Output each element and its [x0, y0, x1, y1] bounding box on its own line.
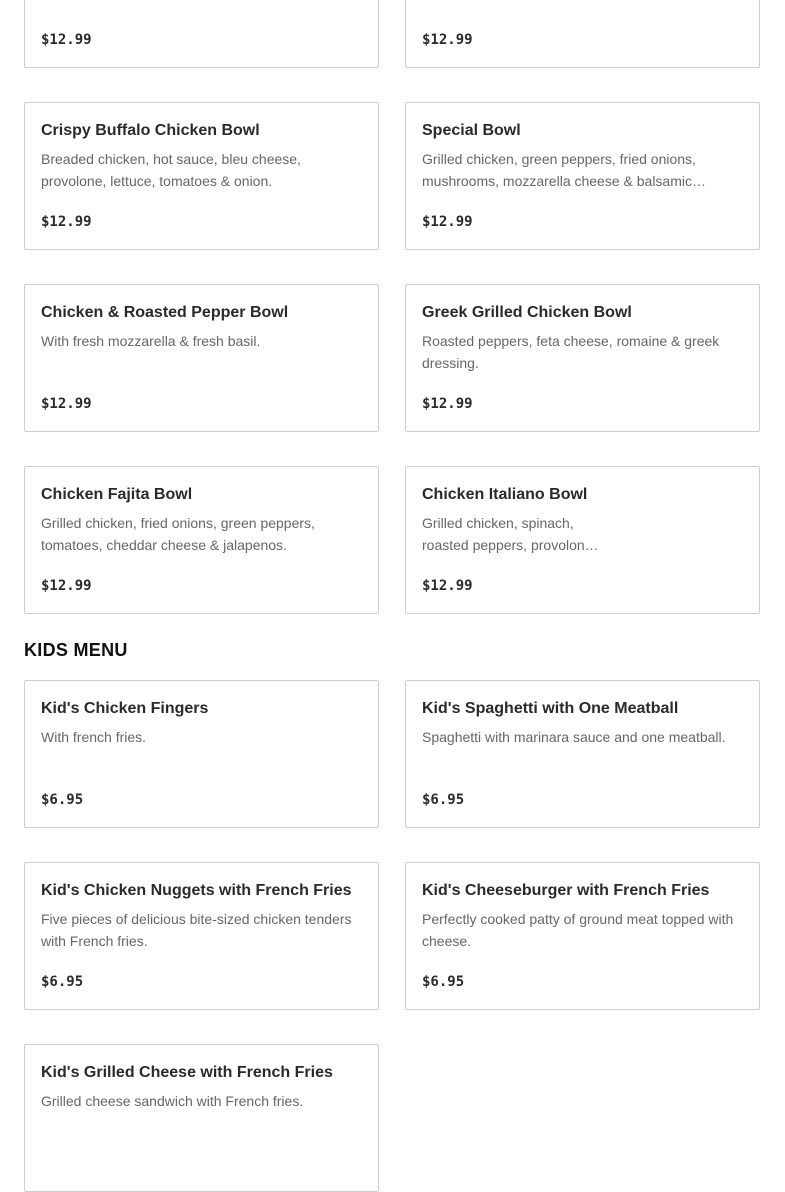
menu-item-description: Grilled chicken, green peppers, fried onions, mushrooms, mozzarella cheese & balsamic…	[422, 151, 706, 189]
menu-item-name: Chicken & Roasted Pepper Bowl	[41, 304, 289, 321]
menu-item-card[interactable]	[24, 284, 379, 432]
menu-item-name: Chicken Italiano Bowl	[422, 486, 588, 503]
menu-item-name: Kid's Spaghetti with One Meatball	[422, 700, 679, 717]
menu-item-description: Breaded chicken, hot sauce, bleu cheese, provolone, lettuce, tomatoes & onion.	[41, 151, 301, 189]
menu-item-card[interactable]	[24, 102, 379, 250]
menu-item-description: Five pieces of delicious bite-sized chicken tenders with French fries.	[41, 911, 352, 949]
menu-item-description: With fresh mozzarella & fresh basil.	[41, 333, 261, 349]
menu-item-name: Greek Grilled Chicken Bowl	[422, 304, 632, 321]
menu-item-card[interactable]	[405, 0, 760, 68]
menu-item-name: Crispy Buffalo Chicken Bowl	[41, 122, 260, 139]
menu-item-price: $12.99	[422, 578, 473, 594]
menu-item-description: Spaghetti with marinara sauce and one meatball.	[422, 729, 726, 745]
menu-item-description: Roasted peppers, feta cheese, romaine & greek dressing.	[422, 333, 720, 371]
menu-item-price: $12.99	[41, 578, 92, 594]
menu-item-price: $12.99	[422, 214, 473, 230]
menu-item-card[interactable]	[405, 102, 760, 250]
menu-item-description: Grilled chicken, spinach, roasted peppers, provolon…	[422, 515, 599, 553]
menu-item-card[interactable]	[24, 862, 379, 1010]
menu-item-price: $6.95	[41, 792, 84, 808]
menu-item-price: $6.95	[41, 974, 84, 990]
menu-item-card[interactable]	[24, 1044, 379, 1192]
menu-item-card[interactable]	[405, 680, 760, 828]
menu-item-price: $12.99	[41, 396, 92, 412]
menu-item-name: Kid's Grilled Cheese with French Fries	[41, 1064, 333, 1081]
menu-item-name: Kid's Chicken Fingers	[41, 700, 209, 717]
menu-item-name: Chicken Fajita Bowl	[41, 486, 193, 503]
menu-item-price: $12.99	[422, 32, 473, 48]
menu-item-card[interactable]	[405, 466, 760, 614]
menu-item-description: Grilled chicken, fried onions, green peppers, tomatoes, cheddar cheese & jalapenos.	[41, 515, 315, 553]
menu-item-card[interactable]	[24, 466, 379, 614]
menu-item-price: $6.95	[422, 974, 465, 990]
menu-item-card[interactable]	[405, 284, 760, 432]
menu-item-price: $6.95	[422, 792, 465, 808]
menu-item-card[interactable]	[24, 680, 379, 828]
section-title-kids-menu: KIDS MENU	[24, 640, 128, 660]
menu-item-price: $12.99	[422, 396, 473, 412]
menu-item-price: $12.99	[41, 32, 92, 48]
menu-item-name: Kid's Cheeseburger with French Fries	[422, 882, 710, 899]
menu-item-card[interactable]	[405, 862, 760, 1010]
menu-item-price: $12.99	[41, 214, 92, 230]
menu-item-description: With french fries.	[41, 729, 147, 745]
menu-item-description: Grilled cheese sandwich with French fries.	[41, 1093, 304, 1109]
menu-item-name: Kid's Chicken Nuggets with French Fries	[41, 882, 352, 899]
menu-item-description: Perfectly cooked patty of ground meat topped with cheese.	[422, 911, 734, 949]
menu-item-card[interactable]	[24, 0, 379, 68]
menu-item-name: Special Bowl	[422, 122, 521, 139]
